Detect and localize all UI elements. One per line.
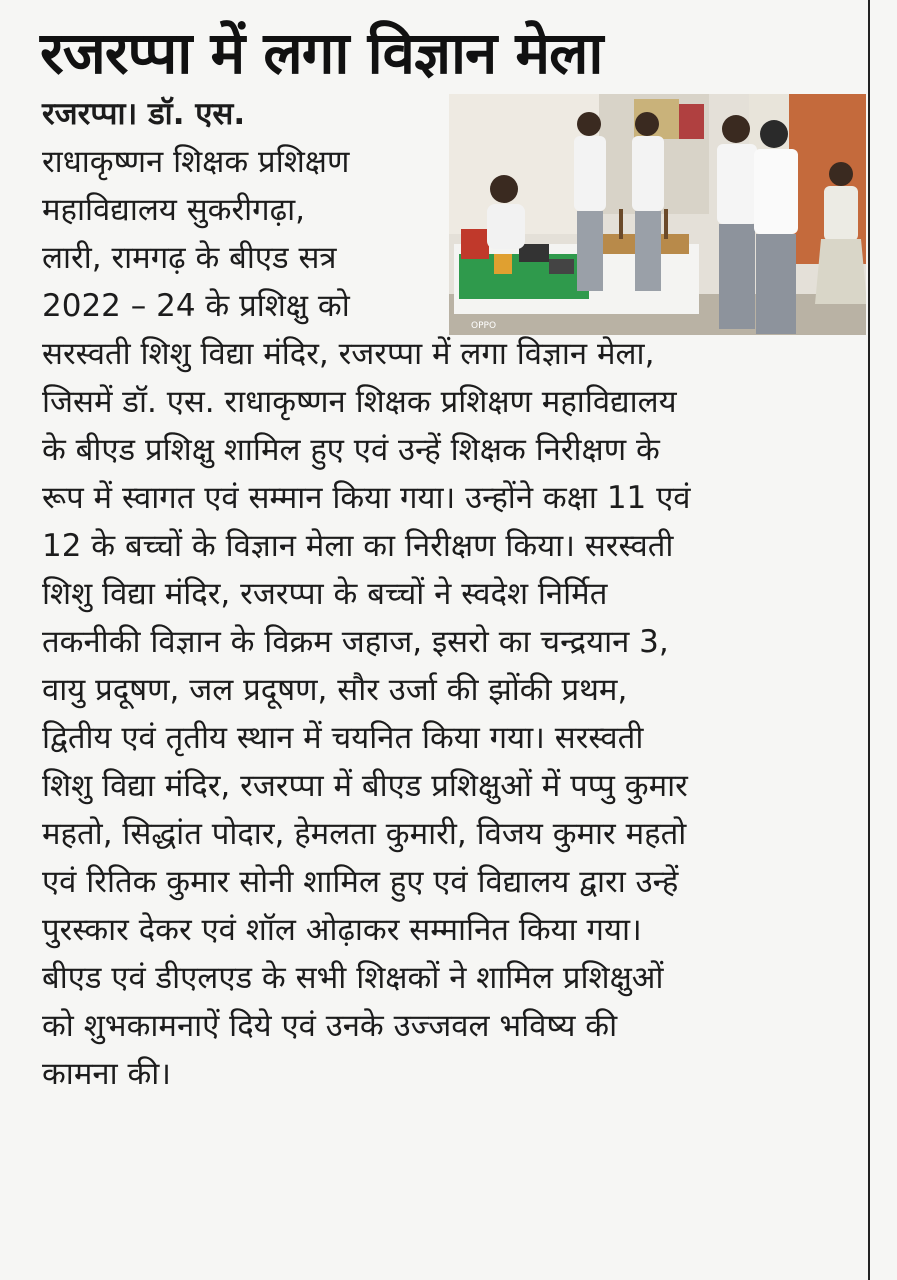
article-line: रजरप्पा। डॉ. एस. [42,96,246,132]
article-body [42,90,862,1098]
article-line: 12 के बच्चों के विज्ञान मेला का निरीक्षण किया। सरस्वती [42,528,674,564]
article-line: एवं रितिक कुमार सोनी शामिल हुए एवं विद्यालय द्वारा उन्हें [42,864,679,900]
article-line: महतो, सिद्धांत पोदार, हेमलता कुमारी, विजय कुमार महतो [42,816,687,852]
article-line: के बीएड प्रशिक्षु शामिल हुए एवं उन्हें शिक्षक निरीक्षण के [42,432,660,468]
article-line: शिशु विद्या मंदिर, रजरप्पा में बीएड प्रशिक्षुओं में पप्पु कुमार [42,768,688,804]
article-line: जिसमें डॉ. एस. राधाकृष्णन शिक्षक प्रशिक्षण महाविद्यालय [42,384,677,420]
article-line: पुरस्कार देकर एवं शॉल ओढ़ाकर सम्मानित किया गया। [42,912,642,948]
article-line: सरस्वती शिशु विद्या मंदिर, रजरप्पा में लगा विज्ञान मेला, [42,336,655,372]
headline: रजरप्पा में लगा विज्ञान मेला [40,19,603,87]
article-line: महाविद्यालय सुकरीगढ़ा, [42,192,305,228]
article-line: रूप में स्वागत एवं सम्मान किया गया। उन्होंने कक्षा 11 एवं [42,480,691,516]
article-line: द्वितीय एवं तृतीय स्थान में चयनित किया गया। सरस्वती [42,720,644,756]
article-line: को शुभकामनाऐं दिये एवं उनके उज्जवल भविष्य की [42,1008,618,1044]
article-line: शिशु विद्या मंदिर, रजरप्पा के बच्चों ने स्वदेश निर्मित [42,576,608,612]
column-rule [868,0,870,1280]
article-line: कामना की। [42,1056,172,1092]
article-line: 2022 – 24 के प्रशिक्षु को [42,288,350,324]
article-line: वायु प्रदूषण, जल प्रदूषण, सौर उर्जा की झोंकी प्रथम, [42,672,628,708]
article-line: तकनीकी विज्ञान के विक्रम जहाज, इसरो का चन्द्रयान 3, [42,624,669,660]
article-line: बीएड एवं डीएलएड के सभी शिक्षकों ने शामिल प्रशिक्षुओं [42,960,664,996]
photo-watermark: OPPO [471,321,497,331]
article-line: लारी, रामगढ़ के बीएड सत्र [42,240,337,276]
article-line: राधाकृष्णन शिक्षक प्रशिक्षण [42,144,350,180]
